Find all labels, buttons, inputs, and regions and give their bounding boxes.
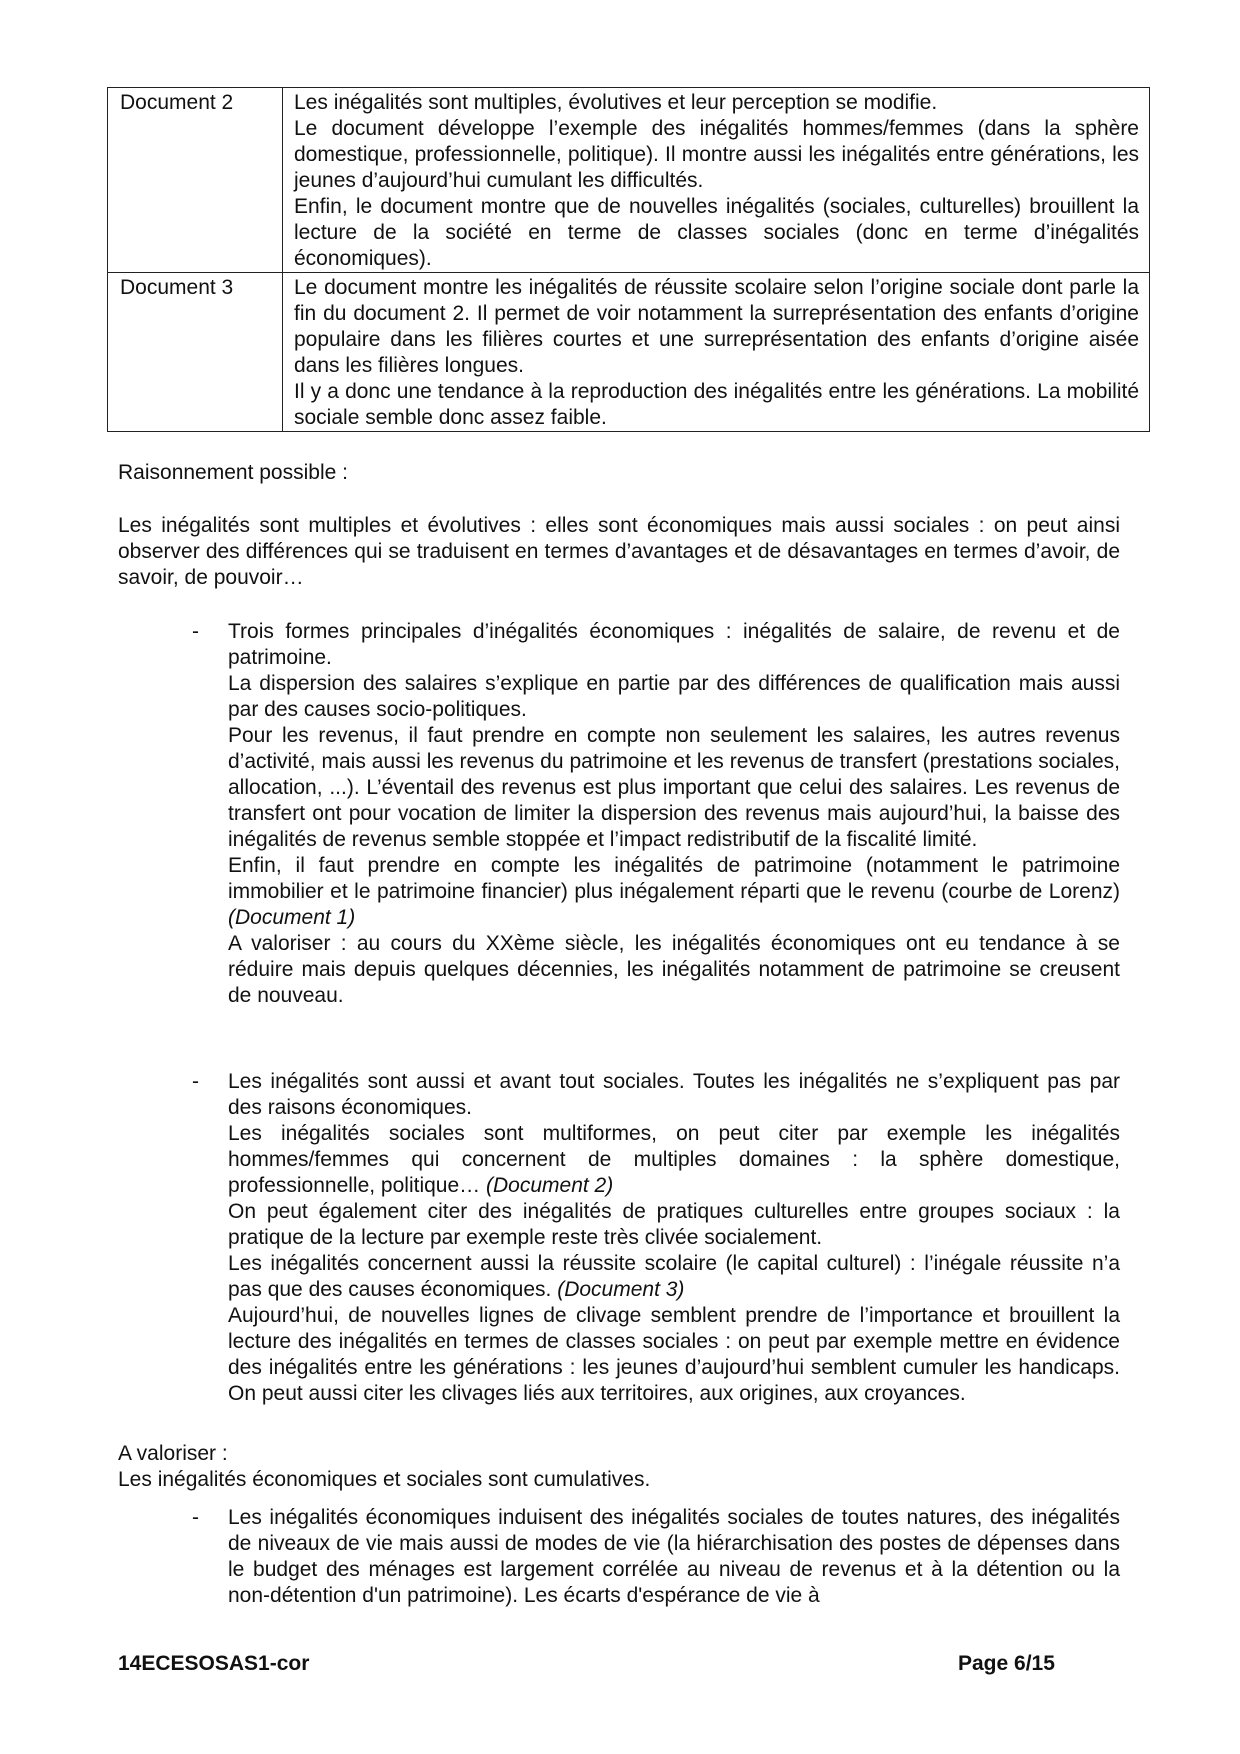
paragraph: Il y a donc une tendance à la reproduction des inégalités entre les générations. La mobilité sociale semble donc assez faible.	[294, 380, 1139, 429]
row-label: Document 3	[108, 273, 283, 432]
paragraph: Les inégalités sont aussi et avant tout sociales. Toutes les inégalités ne s’expliquent pas par des raisons économiques.	[228, 1070, 1120, 1119]
table-row	[108, 273, 1150, 432]
intro-paragraph	[118, 513, 1120, 591]
table-row	[108, 88, 1150, 273]
raisonnement-heading: Raisonnement possible :	[118, 461, 348, 484]
section-heading	[118, 1441, 1120, 1467]
bullet-social-inequalities	[118, 1069, 1120, 1407]
paragraph-text: Les inégalités sociales sont multiformes, on peut citer par exemple les inégalités hommes/femmes qui concernent de multiples domaines : la sphère domestique, professionnelle, politique…	[228, 1122, 1120, 1197]
paragraph: Trois formes principales d’inégalités économiques : inégalités de salaire, de revenu et de patrimoine.	[228, 620, 1120, 669]
bullet-content	[228, 619, 1120, 1009]
section-heading	[118, 460, 1120, 486]
bullet-content	[228, 1505, 1120, 1609]
bullet-content	[228, 1069, 1120, 1407]
footer-page-number: Page 6/15	[958, 1652, 1055, 1675]
footer-document-code: 14ECESOSAS1-cor	[118, 1652, 310, 1675]
paragraph: Les inégalités économiques et sociales sont cumulatives.	[118, 1468, 651, 1491]
documents-summary-table	[107, 87, 1150, 432]
paragraph: Le document développe l’exemple des inégalités hommes/femmes (dans la sphère domestique, professionnelle, politique). Il montre aussi les inégalités entre générations, les jeunes d’aujourd’hui cumulant les difficultés.	[294, 117, 1139, 192]
paragraph: La dispersion des salaires s’explique en partie par des différences de qualification mais aussi par des causes socio-politiques.	[228, 672, 1120, 721]
paragraph: Les inégalités sont multiples, évolutives et leur perception se modifie.	[294, 91, 938, 114]
document-reference: (Document 2)	[486, 1174, 614, 1197]
valoriser-line	[118, 1467, 1120, 1493]
paragraph	[228, 853, 1120, 931]
bullet-cumulative-inequalities	[118, 1505, 1120, 1609]
row-label: Document 2	[108, 88, 283, 273]
paragraph	[228, 1251, 1120, 1303]
paragraph-text: Enfin, il faut prendre en compte les inégalités de patrimoine (notamment le patrimoine immobilier et le patrimoine financier) plus inégalement réparti que le revenu (courbe de Lorenz)	[228, 854, 1120, 903]
paragraph: Aujourd’hui, de nouvelles lignes de clivage semblent prendre de l’importance et brouillent la lecture des inégalités en termes de classes sociales : on peut par exemple mettre en évidence des inégalités entre les générations : les jeunes d’aujourd’hui semblent cumuler les handicaps. On peut aussi citer les clivages liés aux territoires, aux origines, aux croyances.	[228, 1304, 1120, 1405]
valoriser-heading: A valoriser :	[118, 1442, 228, 1465]
paragraph: Les inégalités économiques induisent des inégalités sociales de toutes natures, des inégalités de niveaux de vie mais aussi de modes de vie (la hiérarchisation des postes de dépenses dans le budget des ménages est largement corrélée au niveau de revenus et à la détention ou la non-détention d'un patrimoine). Les écarts d'espérance de vie à	[228, 1506, 1120, 1607]
document-reference: (Document 1)	[228, 906, 356, 929]
paragraph: On peut également citer des inégalités de pratiques culturelles entre groupes sociaux : la pratique de la lecture par exemple reste très clivée socialement.	[228, 1200, 1120, 1249]
bullet-dash: -	[192, 1070, 199, 1093]
row-content	[283, 273, 1150, 432]
paragraph: Pour les revenus, il faut prendre en compte non seulement les salaires, les autres revenus d’activité, mais aussi les revenus du patrimoine et les revenus de transfert (prestations sociales, allocation, ...). L’éventail des revenus est plus important que celui des salaires. Les revenus de transfert ont pour vocation de limiter la dispersion des revenus mais aujourd’hui, la baisse des inégalités de revenus semble stoppée et l’impact redistributif de la fiscalité limité.	[228, 724, 1120, 851]
bullet-dash: -	[192, 1506, 199, 1529]
paragraph: Le document montre les inégalités de réussite scolaire selon l’origine sociale dont parle la fin du document 2. Il permet de voir notamment la surreprésentation des enfants d’origine populaire dans les filières courtes et une surreprésentation des enfants d’origine aisée dans les filières longues.	[294, 276, 1139, 377]
paragraph-text: Les inégalités concernent aussi la réussite scolaire (le capital culturel) : l’inégale réussite n’a pas que des causes économiques.	[228, 1252, 1120, 1301]
bullet-economic-inequalities	[118, 619, 1120, 1009]
paragraph: Les inégalités sont multiples et évolutives : elles sont économiques mais aussi sociales : on peut ainsi observer des différences qui se traduisent en termes d’avantages et de désavantages en termes d’avoir, de savoir, de pouvoir…	[118, 514, 1120, 589]
document-reference: (Document 3)	[557, 1278, 685, 1301]
row-content	[283, 88, 1150, 273]
bullet-dash: -	[192, 620, 199, 643]
paragraph: Enfin, le document montre que de nouvelles inégalités (sociales, culturelles) brouillent la lecture de la société en terme de classes sociales (donc en terme d’inégalités économiques).	[294, 195, 1139, 270]
paragraph	[228, 1121, 1120, 1199]
paragraph: A valoriser : au cours du XXème siècle, les inégalités économiques ont eu tendance à se réduire mais depuis quelques décennies, les inégalités notamment de patrimoine se creusent de nouveau.	[228, 932, 1120, 1007]
